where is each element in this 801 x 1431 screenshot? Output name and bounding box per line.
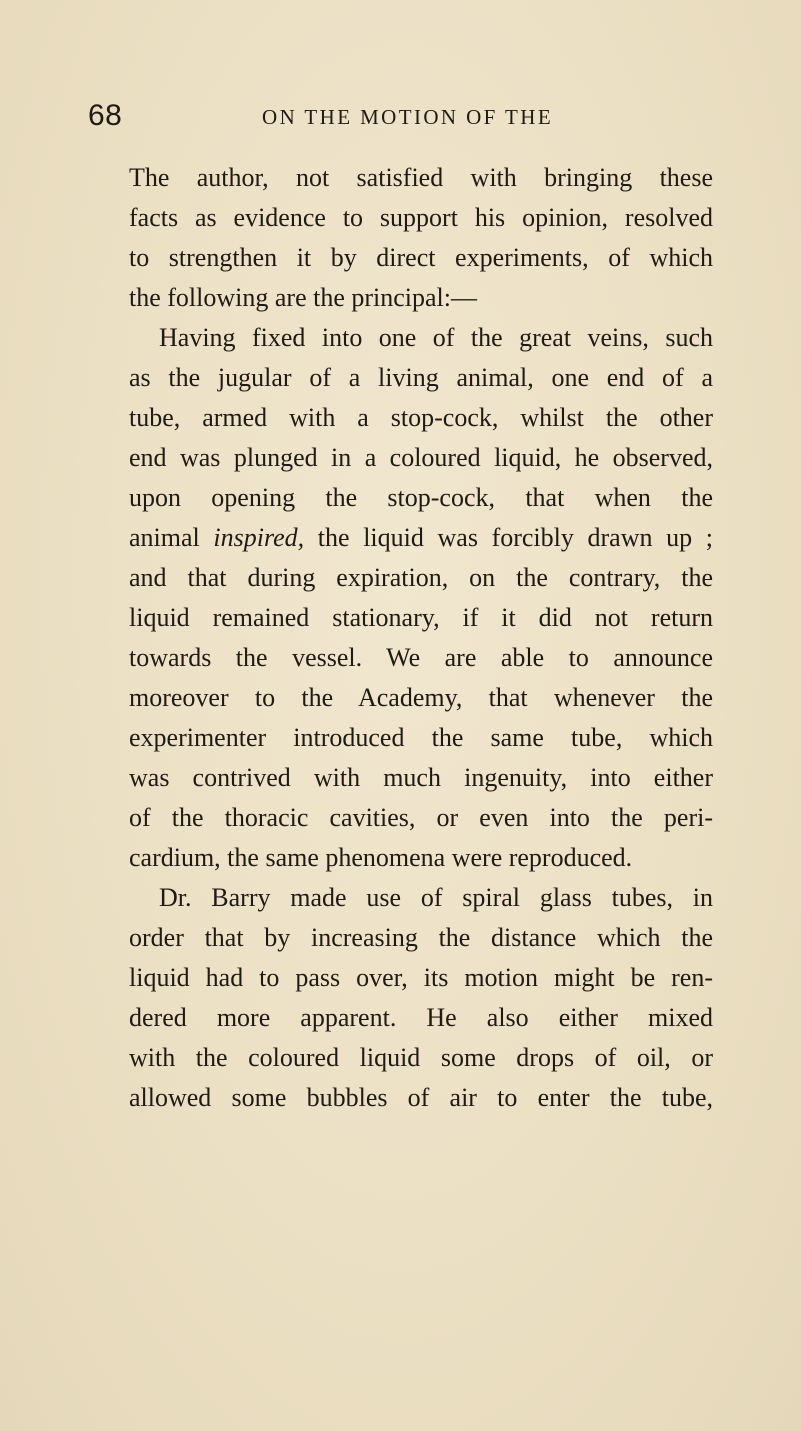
page-number: 68 <box>88 99 123 132</box>
text-line-2: facts as evidence to support his opinion, resolved <box>129 203 713 232</box>
running-head: ON THE MOTION OF THE <box>262 105 554 129</box>
text-line-19: Dr. Barry made use of spiral glass tubes, in <box>159 883 713 912</box>
text-line-11: and that during expiration, on the contrary, the <box>129 563 713 592</box>
text-line-13: towards the vessel. We are able to announce <box>129 643 713 672</box>
italic-word: inspired, <box>213 523 305 552</box>
text-line-4: the following are the principal:— <box>129 283 478 312</box>
text-line-6: as the jugular of a living animal, one end of a <box>129 363 713 392</box>
text-line-21: liquid had to pass over, its motion might be ren- <box>129 963 713 992</box>
text-line-16: was contrived with much ingenuity, into either <box>129 763 713 792</box>
text-line-9: upon opening the stop-cock, that when the <box>129 483 713 512</box>
text-line-3: to strengthen it by direct experiments, of which <box>129 243 713 272</box>
text-line-20: order that by increasing the distance which the <box>129 923 713 952</box>
text-line-14: moreover to the Academy, that whenever the <box>129 683 713 712</box>
text-line-5: Having fixed into one of the great veins, such <box>159 323 713 352</box>
text-line-24: allowed some bubbles of air to enter the tube, <box>129 1083 713 1112</box>
text-line-12: liquid remained stationary, if it did not return <box>129 603 713 632</box>
text-line-8: end was plunged in a coloured liquid, he observed, <box>129 443 713 472</box>
text-line-10: animal inspired, the liquid was forcibly drawn up ; <box>129 523 713 552</box>
text-line-18: cardium, the same phenomena were reproduced. <box>129 843 633 872</box>
text-line-7: tube, armed with a stop-cock, whilst the other <box>129 403 713 432</box>
text-line-22: dered more apparent. He also either mixed <box>129 1003 713 1032</box>
text-line-23: with the coloured liquid some drops of oil, or <box>129 1043 713 1072</box>
text-line-17: of the thoracic cavities, or even into the peri- <box>129 803 713 832</box>
text-line-1: The author, not satisfied with bringing these <box>129 163 713 192</box>
body-text <box>129 158 713 1118</box>
text-line-15: experimenter introduced the same tube, which <box>129 723 713 752</box>
